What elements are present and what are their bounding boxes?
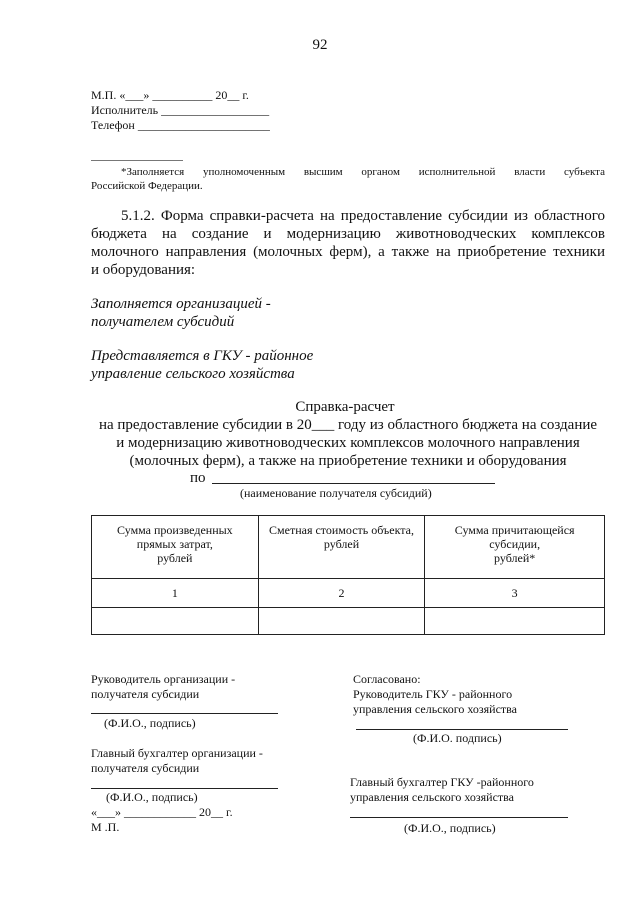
left-accountant-title-2: получателя субсидии (91, 761, 200, 775)
form-title: Справка-расчет (295, 399, 395, 415)
left-head-caption: (Ф.И.О., подпись) (104, 716, 196, 730)
right-accountant-title-1: Главный бухгалтер ГКУ -районного (350, 775, 534, 789)
po-label: по (190, 470, 206, 486)
page-number: 92 (312, 37, 328, 53)
left-mp: М .П. (91, 820, 120, 834)
right-head-caption: (Ф.И.О. подпись) (413, 731, 502, 745)
right-accountant-title-2: управления сельского хозяйства (350, 790, 514, 804)
section-heading-line-3: молочного направления (молочных ферм), а также на приобретение техники (91, 244, 605, 260)
left-head-title-2: получателя субсидии (91, 687, 200, 701)
section-heading-line-4: и оборудования: (91, 262, 196, 278)
table-header-direct-costs: Сумма произведенных прямых затрат, рублей (92, 516, 259, 579)
table-cell (258, 608, 425, 635)
table-header-row (92, 516, 605, 579)
left-accountant-signature-line (91, 788, 278, 789)
right-head-title-2: управления сельского хозяйства (353, 702, 517, 716)
table-cell: 2 (258, 579, 425, 608)
footnote-line-1: *Заполняется уполномоченным высшим органом исполнительной власти субъекта (121, 166, 605, 178)
footnote-separator (91, 160, 183, 161)
filled-by-line-1: Заполняется организацией - (91, 296, 271, 312)
left-head-signature-line (91, 713, 278, 714)
form-title-line-1: на предоставление субсидии в 20___ году из областного бюджета на создание (98, 417, 598, 433)
calculation-table (91, 515, 605, 635)
executor-line: Исполнитель __________________ (91, 103, 270, 117)
right-head-signature-line (356, 729, 568, 730)
right-accountant-signature-line (350, 817, 568, 818)
recipient-name-line (212, 483, 495, 484)
table-cell: 3 (425, 579, 605, 608)
table-header-subsidy-amount: Сумма причитающейся субсидии, рублей* (425, 516, 605, 579)
submitted-to-line-2: управление сельского хозяйства (91, 366, 295, 382)
table-cell (425, 608, 605, 635)
table-number-row (92, 579, 605, 608)
form-title-line-3: (молочных ферм), а также на приобретение техники и оборудования (129, 453, 567, 469)
table-row (92, 608, 605, 635)
right-head-title-1: Руководитель ГКУ - районного (353, 687, 513, 701)
left-accountant-title-1: Главный бухгалтер организации - (91, 746, 263, 760)
filled-by-line-2: получателем субсидий (91, 314, 235, 330)
left-head-title-1: Руководитель организации - (91, 672, 236, 686)
form-title-line-2: и модернизацию животноводческих комплексов молочного направления (116, 435, 580, 451)
table-cell (92, 608, 259, 635)
table-header-estimated-cost: Сметная стоимость объекта, рублей (258, 516, 425, 579)
table-cell: 1 (92, 579, 259, 608)
submitted-to-line-1: Представляется в ГКУ - районное (91, 348, 314, 364)
right-agreed-label: Согласовано: (353, 672, 421, 686)
left-accountant-caption: (Ф.И.О., подпись) (106, 790, 198, 804)
right-accountant-caption: (Ф.И.О., подпись) (404, 821, 496, 835)
phone-line: Телефон ______________________ (91, 118, 270, 132)
section-heading-line-1: 5.1.2. Форма справки-расчета на предоставление субсидии из областного (121, 208, 605, 224)
left-date-line: «___» ____________ 20__ г. (91, 805, 233, 819)
recipient-caption: (наименование получателя субсидий) (240, 486, 432, 500)
mp-date-line: М.П. «___» __________ 20__ г. (91, 88, 249, 102)
section-heading-line-2: бюджета на создание и модернизацию животноводческих комплексов (91, 226, 605, 242)
footnote-line-2: Российской Федерации. (91, 180, 203, 192)
